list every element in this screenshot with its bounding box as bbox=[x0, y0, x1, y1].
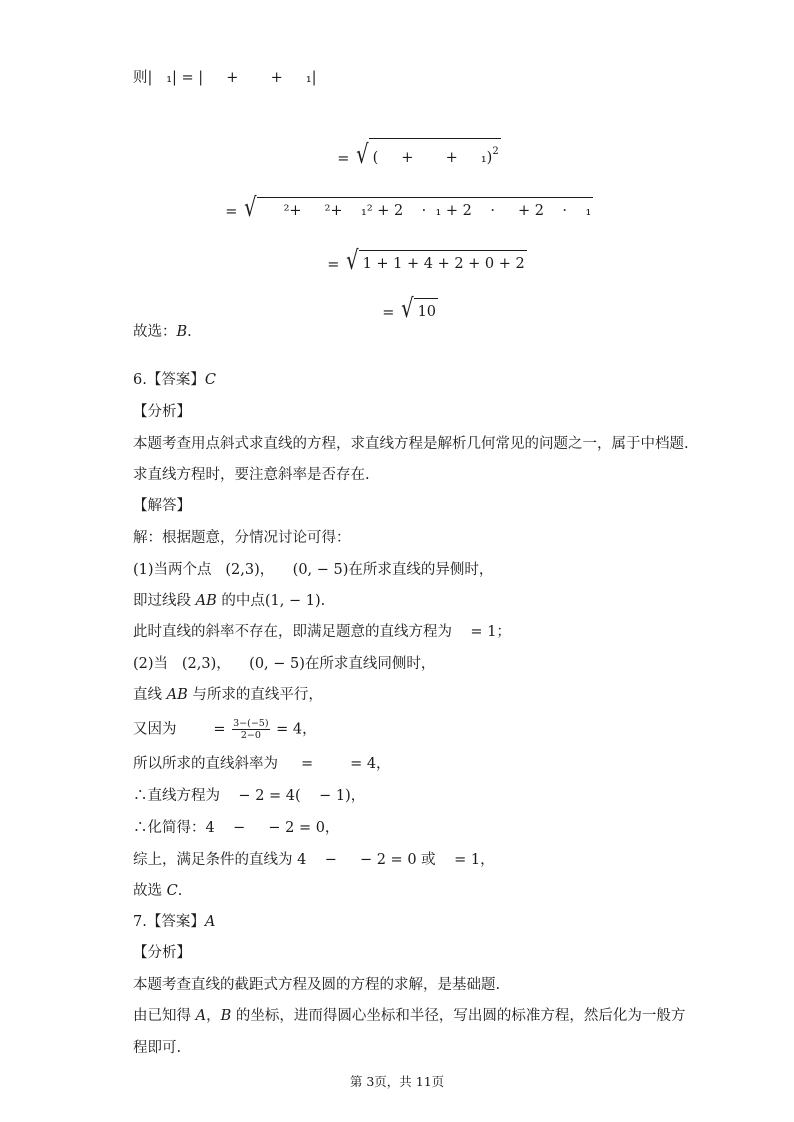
text: 的中点(1, − 1). bbox=[216, 593, 326, 609]
formula-eq: = bbox=[382, 305, 399, 321]
choice-c: C bbox=[166, 883, 178, 899]
q6-step-7 bbox=[133, 718, 317, 741]
formula-line-3 bbox=[216, 175, 593, 222]
text: 的坐标，进而得圆心坐标和半径，写出圆的标准方程，然后化为一般方 bbox=[231, 1008, 686, 1024]
text: 即过线段 bbox=[133, 593, 196, 609]
q6-step-3 bbox=[133, 591, 325, 611]
q6-step-11: 综上，满足条件的直线为 4 − − 2 = 0 或 = 1， bbox=[133, 852, 495, 868]
q6-step-6 bbox=[133, 685, 323, 705]
point-b: B bbox=[220, 1008, 232, 1024]
radicand: 1 + 1 + 4 + 2 + 0 + 2 bbox=[359, 250, 527, 274]
formula-eq: = bbox=[225, 204, 242, 220]
q6-solution-label: 【解答】 bbox=[133, 498, 191, 514]
radicand: 10 bbox=[414, 298, 438, 322]
conclusion-suffix: . bbox=[187, 324, 192, 340]
q6-step-9: ∴直线方程为 − 2 = 4( − 1)， bbox=[133, 788, 366, 804]
q7-answer-heading bbox=[133, 912, 215, 932]
formula-eq: = bbox=[337, 151, 354, 167]
q6-step-8: 所以所求的直线斜率为 = = 4， bbox=[133, 756, 391, 772]
answer-label: 【答案】 bbox=[146, 372, 205, 388]
formula-eq: = bbox=[327, 257, 344, 273]
sqrt: √ ( + + ₁)$^2$ bbox=[356, 140, 499, 170]
text: . bbox=[177, 883, 183, 899]
q6-step-5: (2)当 (2,3)， (0, − 5)在所求直线同侧时， bbox=[133, 656, 436, 672]
q6-step-2: (1)当两个点 (2,3)， (0, − 5)在所求直线的异侧时， bbox=[133, 562, 494, 578]
text: 直线 bbox=[133, 687, 167, 703]
q7-answer: A bbox=[204, 914, 216, 930]
q7-analysis-3: 程即可. bbox=[133, 1040, 182, 1056]
conclusion-choice: B bbox=[176, 324, 188, 340]
q6-analysis-label: 【分析】 bbox=[133, 404, 191, 420]
q6-step-1: 解：根据题意，分情况讨论可得： bbox=[133, 530, 351, 546]
q7-analysis-label: 【分析】 bbox=[133, 945, 191, 961]
q6-step-10: ∴化简得：4 − − 2 = 0， bbox=[133, 820, 340, 836]
formula-line-5 bbox=[373, 276, 438, 323]
conclusion-prefix: 故选： bbox=[133, 324, 177, 340]
q7-analysis-2 bbox=[133, 1006, 685, 1026]
radicand: ( + + ₁) bbox=[372, 150, 493, 166]
page-footer: 第 3页，共 11页 bbox=[349, 1074, 445, 1089]
q6-number: 6. bbox=[133, 372, 147, 388]
text: ， bbox=[206, 1008, 221, 1024]
text: 由已知得 bbox=[133, 1008, 196, 1024]
text: = 4， bbox=[271, 721, 317, 738]
sqrt: √ ²+ ²+ ₁² + 2 · ₁ + 2 · + 2 · ₁ bbox=[244, 193, 592, 223]
q7-number: 7. bbox=[133, 914, 147, 930]
conclusion-line bbox=[133, 322, 192, 342]
radicand: ²+ ²+ ₁² + 2 · ₁ + 2 · + 2 · ₁ bbox=[257, 197, 593, 221]
text: 故选 bbox=[133, 883, 167, 899]
q6-analysis-2: 求直线方程时，要注意斜率是否存在. bbox=[133, 467, 370, 483]
exponent: 2 bbox=[492, 146, 499, 157]
fraction-denominator: 2−0 bbox=[240, 730, 261, 741]
segment-ab: AB bbox=[166, 687, 188, 703]
q6-step-12 bbox=[133, 881, 182, 901]
q7-analysis-1: 本题考查直线的截距式方程及圆的方程的求解，是基础题. bbox=[133, 977, 501, 993]
text: 又因为 = bbox=[133, 721, 231, 738]
sqrt: √ 1 + 1 + 4 + 2 + 0 + 2 bbox=[346, 246, 525, 276]
segment-ab: AB bbox=[195, 593, 217, 609]
q6-answer-heading bbox=[133, 370, 216, 390]
sqrt: √ 10 bbox=[401, 294, 437, 324]
q6-answer: C bbox=[204, 372, 216, 388]
answer-label: 【答案】 bbox=[146, 914, 205, 930]
slope-fraction bbox=[232, 718, 269, 741]
point-a: A bbox=[195, 1008, 207, 1024]
formula-line-2 bbox=[328, 118, 501, 169]
formula-line-1: 则| ₁| = | + + ₁| bbox=[133, 70, 317, 86]
q6-step-4: 此时直线的斜率不存在，即满足题意的直线方程为 = 1； bbox=[133, 624, 511, 640]
formula-line-4 bbox=[318, 228, 527, 275]
fraction-numerator: 3−(−5) bbox=[233, 718, 269, 729]
q6-analysis-1: 本题考查用点斜式求直线的方程，求直线方程是解析几何常见的问题之一，属于中档题. bbox=[133, 436, 689, 452]
text: 与所求的直线平行， bbox=[187, 687, 323, 703]
